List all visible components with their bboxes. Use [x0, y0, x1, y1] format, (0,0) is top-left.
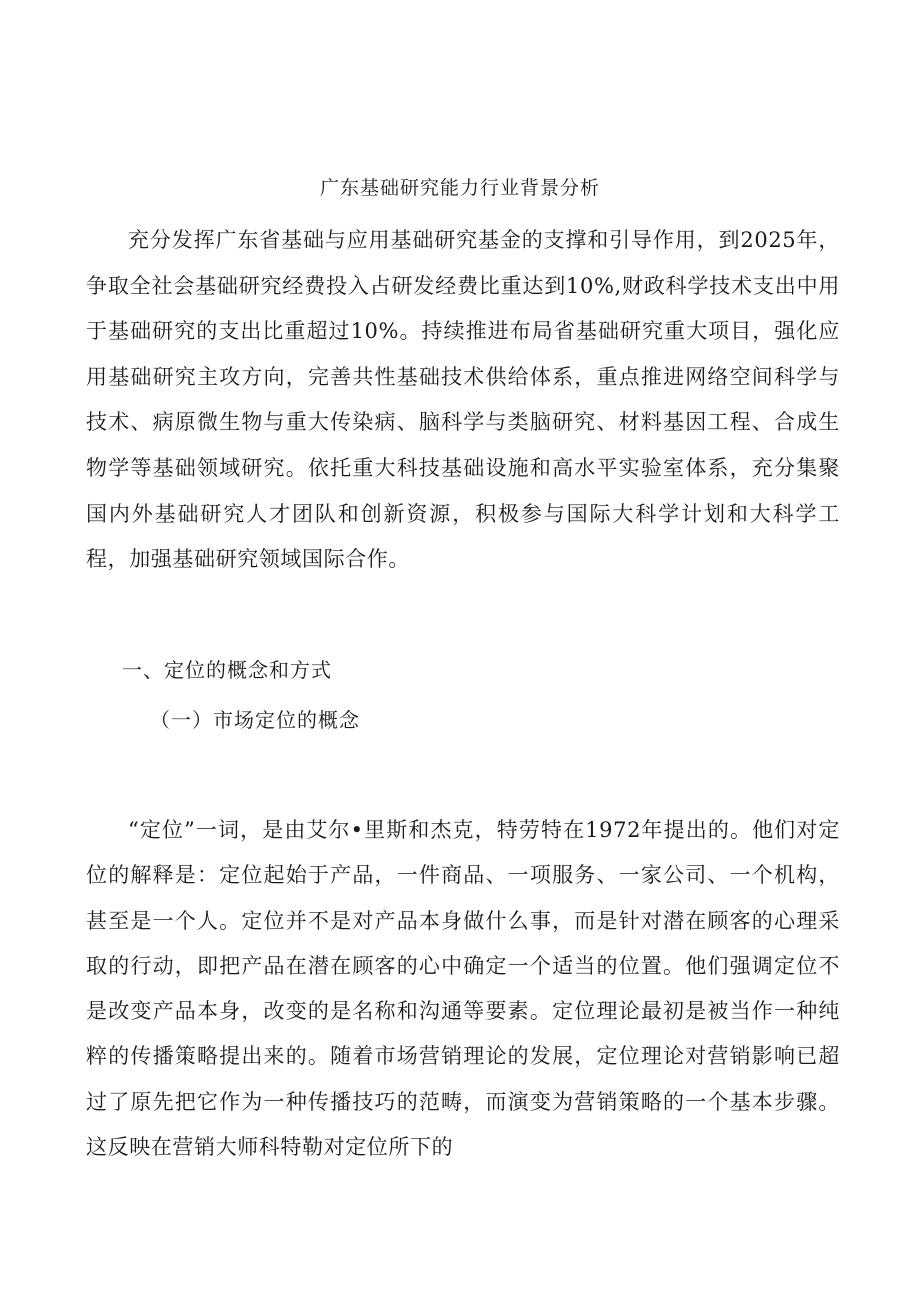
- section-heading-positioning: 一、定位的概念和方式: [122, 658, 332, 682]
- subsection-heading-market-positioning: （一）市场定位的概念: [150, 708, 360, 732]
- paragraph-basic-research: 充分发挥广东省基础与应用基础研究基金的支撑和引导作用，到2025年，争取全社会基础研究经费投入占研发经费比重达到10%,财政科学技术支出中用于基础研究的支出比重超过10%。持续推进布局省基础研究重大项目，强化应用基础研究主攻方向，完善共性基础技术供给体系，重点推进网络空间科学与技术、病原微生物与重大传染病、脑科学与类脑研究、材料基因工程、合成生物学等基础领域研究。依托重大科技基础设施和高水平实验室体系，充分集聚国内外基础研究人才团队和创新资源，积极参与国际大科学计划和大科学工程，加强基础研究领域国际合作。: [86, 228, 840, 572]
- paragraph-positioning-concept: “定位”一词，是由艾尔•里斯和杰克，特劳特在1972年提出的。他们对定位的解释是：定位起始于产品，一件商品、一项服务、一家公司、一个机构，甚至是一个人。定位并不是对产品本身做什么事，而是针对潜在顾客的心理采取的行动，即把产品在潜在顾客的心中确定一个适当的位置。他们强调定位不是改变产品本身，改变的是名称和沟通等要素。定位理论最初是被当作一种纯粹的传播策略提出来的。随着市场营销理论的发展，定位理论对营销影响已超过了原先把它作为一种传播技巧的范畴，而演变为营销策略的一个基本步骤。这反映在营销大师科特勒对定位所下的: [86, 818, 840, 1160]
- document-title: 广东基础研究能力行业背景分析: [319, 177, 600, 199]
